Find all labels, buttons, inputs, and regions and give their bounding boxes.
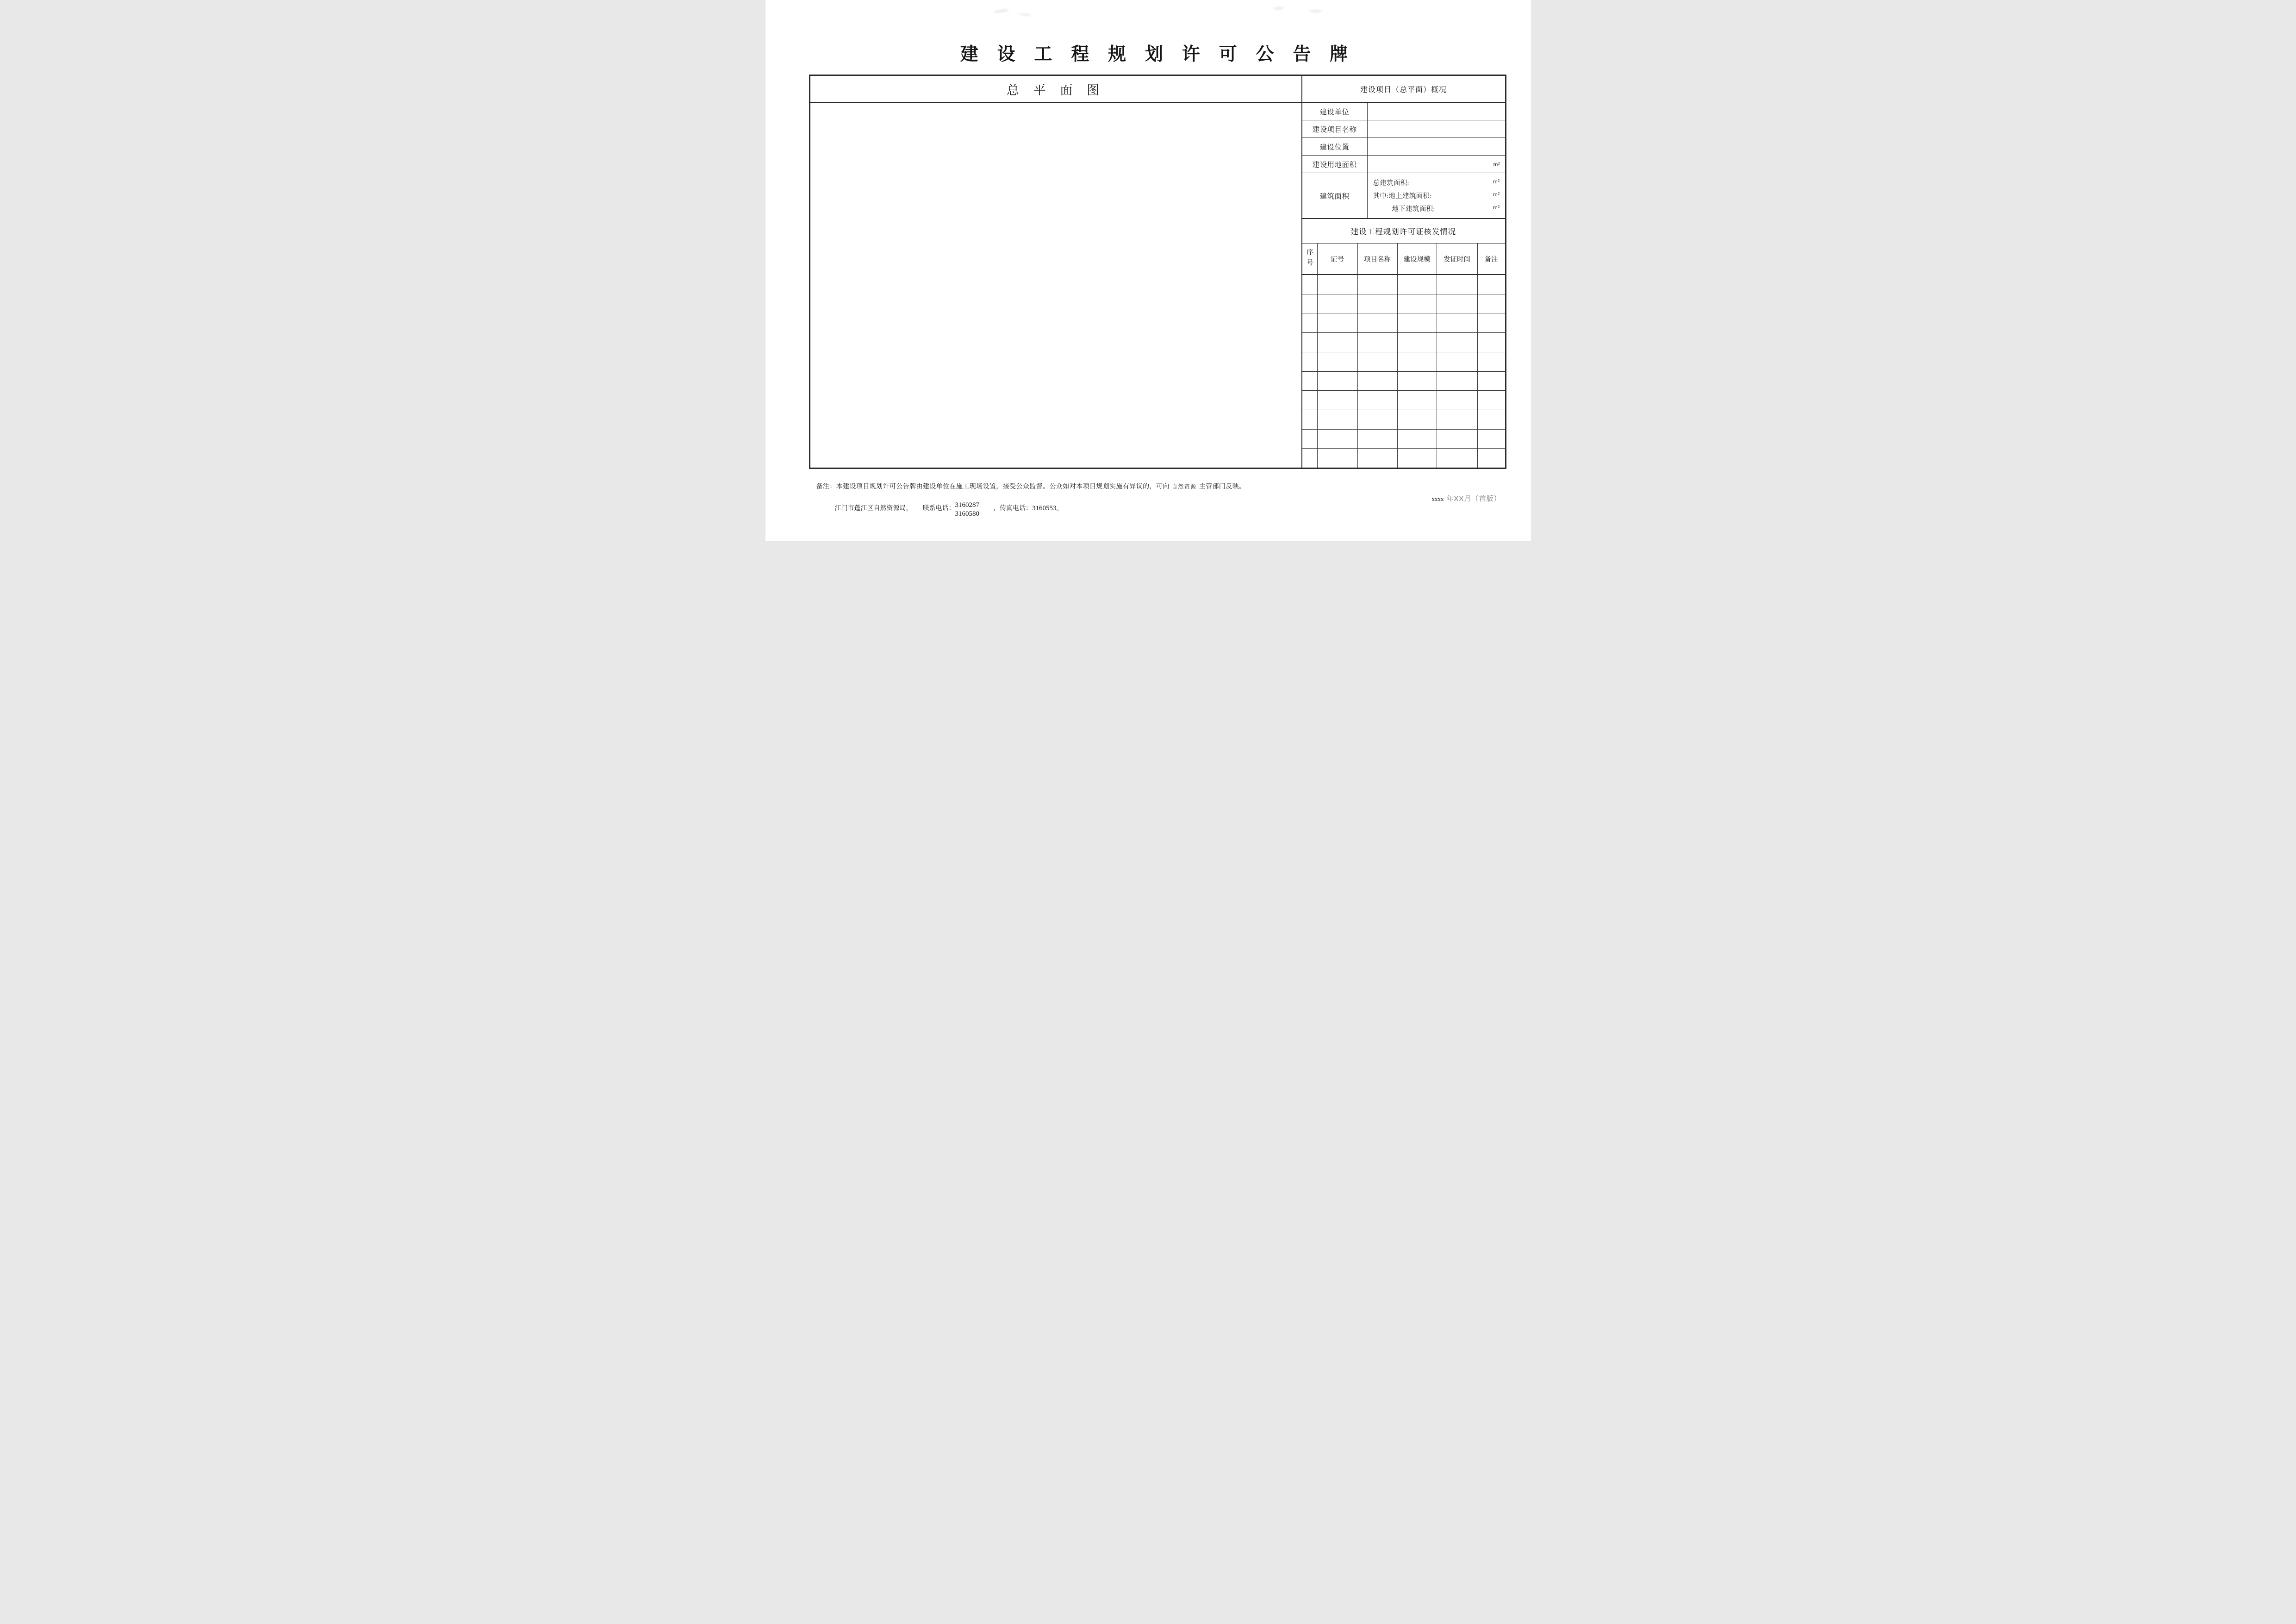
above-ground-area-line [1373, 191, 1500, 200]
permit-table [1302, 244, 1505, 468]
field-value-cell [1368, 120, 1505, 137]
permit-cell [1358, 313, 1398, 332]
permit-cell [1302, 313, 1318, 332]
permit-empty-row [1302, 313, 1505, 333]
permit-empty-row [1302, 294, 1505, 314]
permit-cell [1302, 449, 1318, 468]
permit-cell [1358, 352, 1398, 371]
agency-name: 江门市蓬江区自然资源局， [834, 505, 913, 512]
permit-col-header: 建设规模 [1398, 244, 1437, 274]
permit-cell [1437, 372, 1478, 391]
permit-cell [1318, 313, 1358, 332]
permit-cell [1478, 391, 1505, 410]
permit-cell [1478, 275, 1505, 294]
permit-cell [1358, 449, 1398, 468]
fax-number: 3160553 [1032, 504, 1057, 512]
permit-cell [1318, 391, 1358, 410]
unit-label: m² [1493, 160, 1500, 168]
field-label: 建设位置 [1302, 138, 1368, 155]
permit-cell [1478, 372, 1505, 391]
permit-cell [1318, 410, 1358, 429]
permit-cell [1302, 294, 1318, 313]
total-floor-area-line [1373, 178, 1500, 187]
permit-cell [1318, 372, 1358, 391]
permit-col-header: 序号 [1302, 244, 1318, 274]
permit-cell [1302, 430, 1318, 449]
note-text: 本建设项目规划许可公告牌由建设单位在施工现场设置，接受公众监督。公众如对本项目规划实施有异议的，可向 [836, 483, 1170, 490]
permit-cell [1437, 333, 1478, 352]
unit-label: m² [1493, 177, 1500, 185]
permit-announcement-board [765, 0, 1531, 541]
permit-cell [1478, 313, 1505, 332]
permit-header-row [1302, 244, 1505, 275]
field-label: 建设单位 [1302, 103, 1368, 120]
permit-cell [1398, 313, 1437, 332]
area-line-text: 地下建筑面积: [1392, 206, 1435, 213]
permit-cell [1437, 449, 1478, 468]
scan-artifact [1019, 13, 1031, 16]
permit-cell [1358, 333, 1398, 352]
permit-cell [1398, 449, 1437, 468]
permit-cell [1478, 430, 1505, 449]
permit-cell [1302, 352, 1318, 371]
note-highlight: 自然资源 [1171, 483, 1197, 490]
permit-cell [1437, 275, 1478, 294]
permit-cell [1302, 410, 1318, 429]
permit-empty-row [1302, 449, 1505, 468]
building-area-content [1368, 173, 1505, 218]
permit-cell [1318, 352, 1358, 371]
permit-empty-row [1302, 333, 1505, 352]
permit-cell [1358, 391, 1398, 410]
permit-cell [1478, 410, 1505, 429]
field-row-land-area [1302, 156, 1505, 173]
scan-artifact [993, 9, 1008, 13]
permit-cell [1437, 294, 1478, 313]
below-ground-area-line [1373, 204, 1500, 213]
field-label: 建设用地面积 [1302, 156, 1368, 173]
phone-number-2: 3160580 [955, 510, 979, 518]
permit-cell [1398, 410, 1437, 429]
field-row-location [1302, 138, 1505, 156]
permit-cell [1398, 333, 1437, 352]
building-area-label: 建筑面积 [1302, 173, 1368, 218]
page-title: 建 设 工 程 规 划 许 可 公 告 牌 [960, 44, 1355, 64]
permit-cell [1302, 333, 1318, 352]
permit-cell [1358, 430, 1398, 449]
permit-col-header: 发证时间 [1437, 244, 1478, 274]
unit-label: m² [1493, 204, 1500, 211]
contact-info [835, 500, 1063, 518]
permit-cell [1437, 313, 1478, 332]
permit-cell [1437, 391, 1478, 410]
permit-cell [1398, 294, 1437, 313]
project-overview-panel [1302, 76, 1505, 468]
permit-empty-row [1302, 410, 1505, 430]
site-plan-panel [810, 76, 1302, 468]
note-text: 主管部门反映。 [1199, 483, 1246, 490]
permit-cell [1318, 275, 1358, 294]
phone-number-1: 3160287 [955, 501, 979, 509]
permit-col-header: 项目名称 [1358, 244, 1398, 274]
permit-cell [1318, 294, 1358, 313]
phone-label: 联系电话： [922, 505, 955, 512]
overview-title: 建设项目（总平面）概况 [1302, 76, 1505, 103]
permit-cell [1437, 430, 1478, 449]
note-label: 备注： [816, 483, 836, 490]
main-table [809, 75, 1506, 469]
permit-empty-row [1302, 372, 1505, 391]
permit-cell [1318, 333, 1358, 352]
field-value-cell [1368, 103, 1505, 120]
permit-empty-row [1302, 352, 1505, 372]
area-line-text: 总建筑面积: [1373, 179, 1409, 187]
permit-cell [1358, 275, 1398, 294]
version-info [1431, 493, 1501, 503]
fax-suffix: 。 [1056, 505, 1063, 512]
permit-cell [1358, 410, 1398, 429]
scan-artifact [1310, 10, 1322, 12]
permit-cell [1302, 391, 1318, 410]
permit-cell [1302, 372, 1318, 391]
permit-cell [1437, 352, 1478, 371]
permit-cell [1398, 275, 1437, 294]
field-row-construction-unit [1302, 103, 1505, 120]
permit-cell [1478, 449, 1505, 468]
permit-col-header: 证号 [1318, 244, 1358, 274]
version-text: 年XX月（首版） [1446, 495, 1501, 503]
field-value-cell [1368, 138, 1505, 155]
fax-label: ，传真电话： [993, 505, 1032, 512]
permit-cell [1398, 391, 1437, 410]
permit-cell [1478, 352, 1505, 371]
permit-cell [1398, 352, 1437, 371]
permit-cell [1358, 372, 1398, 391]
permit-empty-row [1302, 275, 1505, 294]
permit-cell [1398, 372, 1437, 391]
permit-section-title: 建设工程规划许可证核发情况 [1302, 219, 1505, 244]
version-year-placeholder: xxxx [1431, 495, 1444, 502]
permit-empty-row [1302, 391, 1505, 410]
field-row-project-name [1302, 120, 1505, 138]
permit-cell [1478, 333, 1505, 352]
field-value-cell [1368, 156, 1505, 173]
permit-cell [1398, 430, 1437, 449]
permit-cell [1358, 294, 1398, 313]
permit-cell [1318, 449, 1358, 468]
permit-cell [1318, 430, 1358, 449]
permit-cell [1437, 410, 1478, 429]
building-area-section [1302, 173, 1505, 219]
area-line-text: 其中:地上建筑面积: [1373, 192, 1432, 200]
unit-label: m² [1493, 190, 1500, 198]
phone-numbers [955, 501, 980, 518]
field-label: 建设项目名称 [1302, 120, 1368, 137]
permit-col-header: 备注 [1484, 256, 1498, 263]
note [816, 481, 1464, 491]
permit-cell [1478, 294, 1505, 313]
permit-empty-row [1302, 430, 1505, 449]
site-plan-title: 总 平 面 图 [810, 76, 1301, 103]
scan-artifact [1274, 7, 1284, 9]
site-plan-drawing-area [810, 103, 1301, 468]
permit-cell [1302, 275, 1318, 294]
